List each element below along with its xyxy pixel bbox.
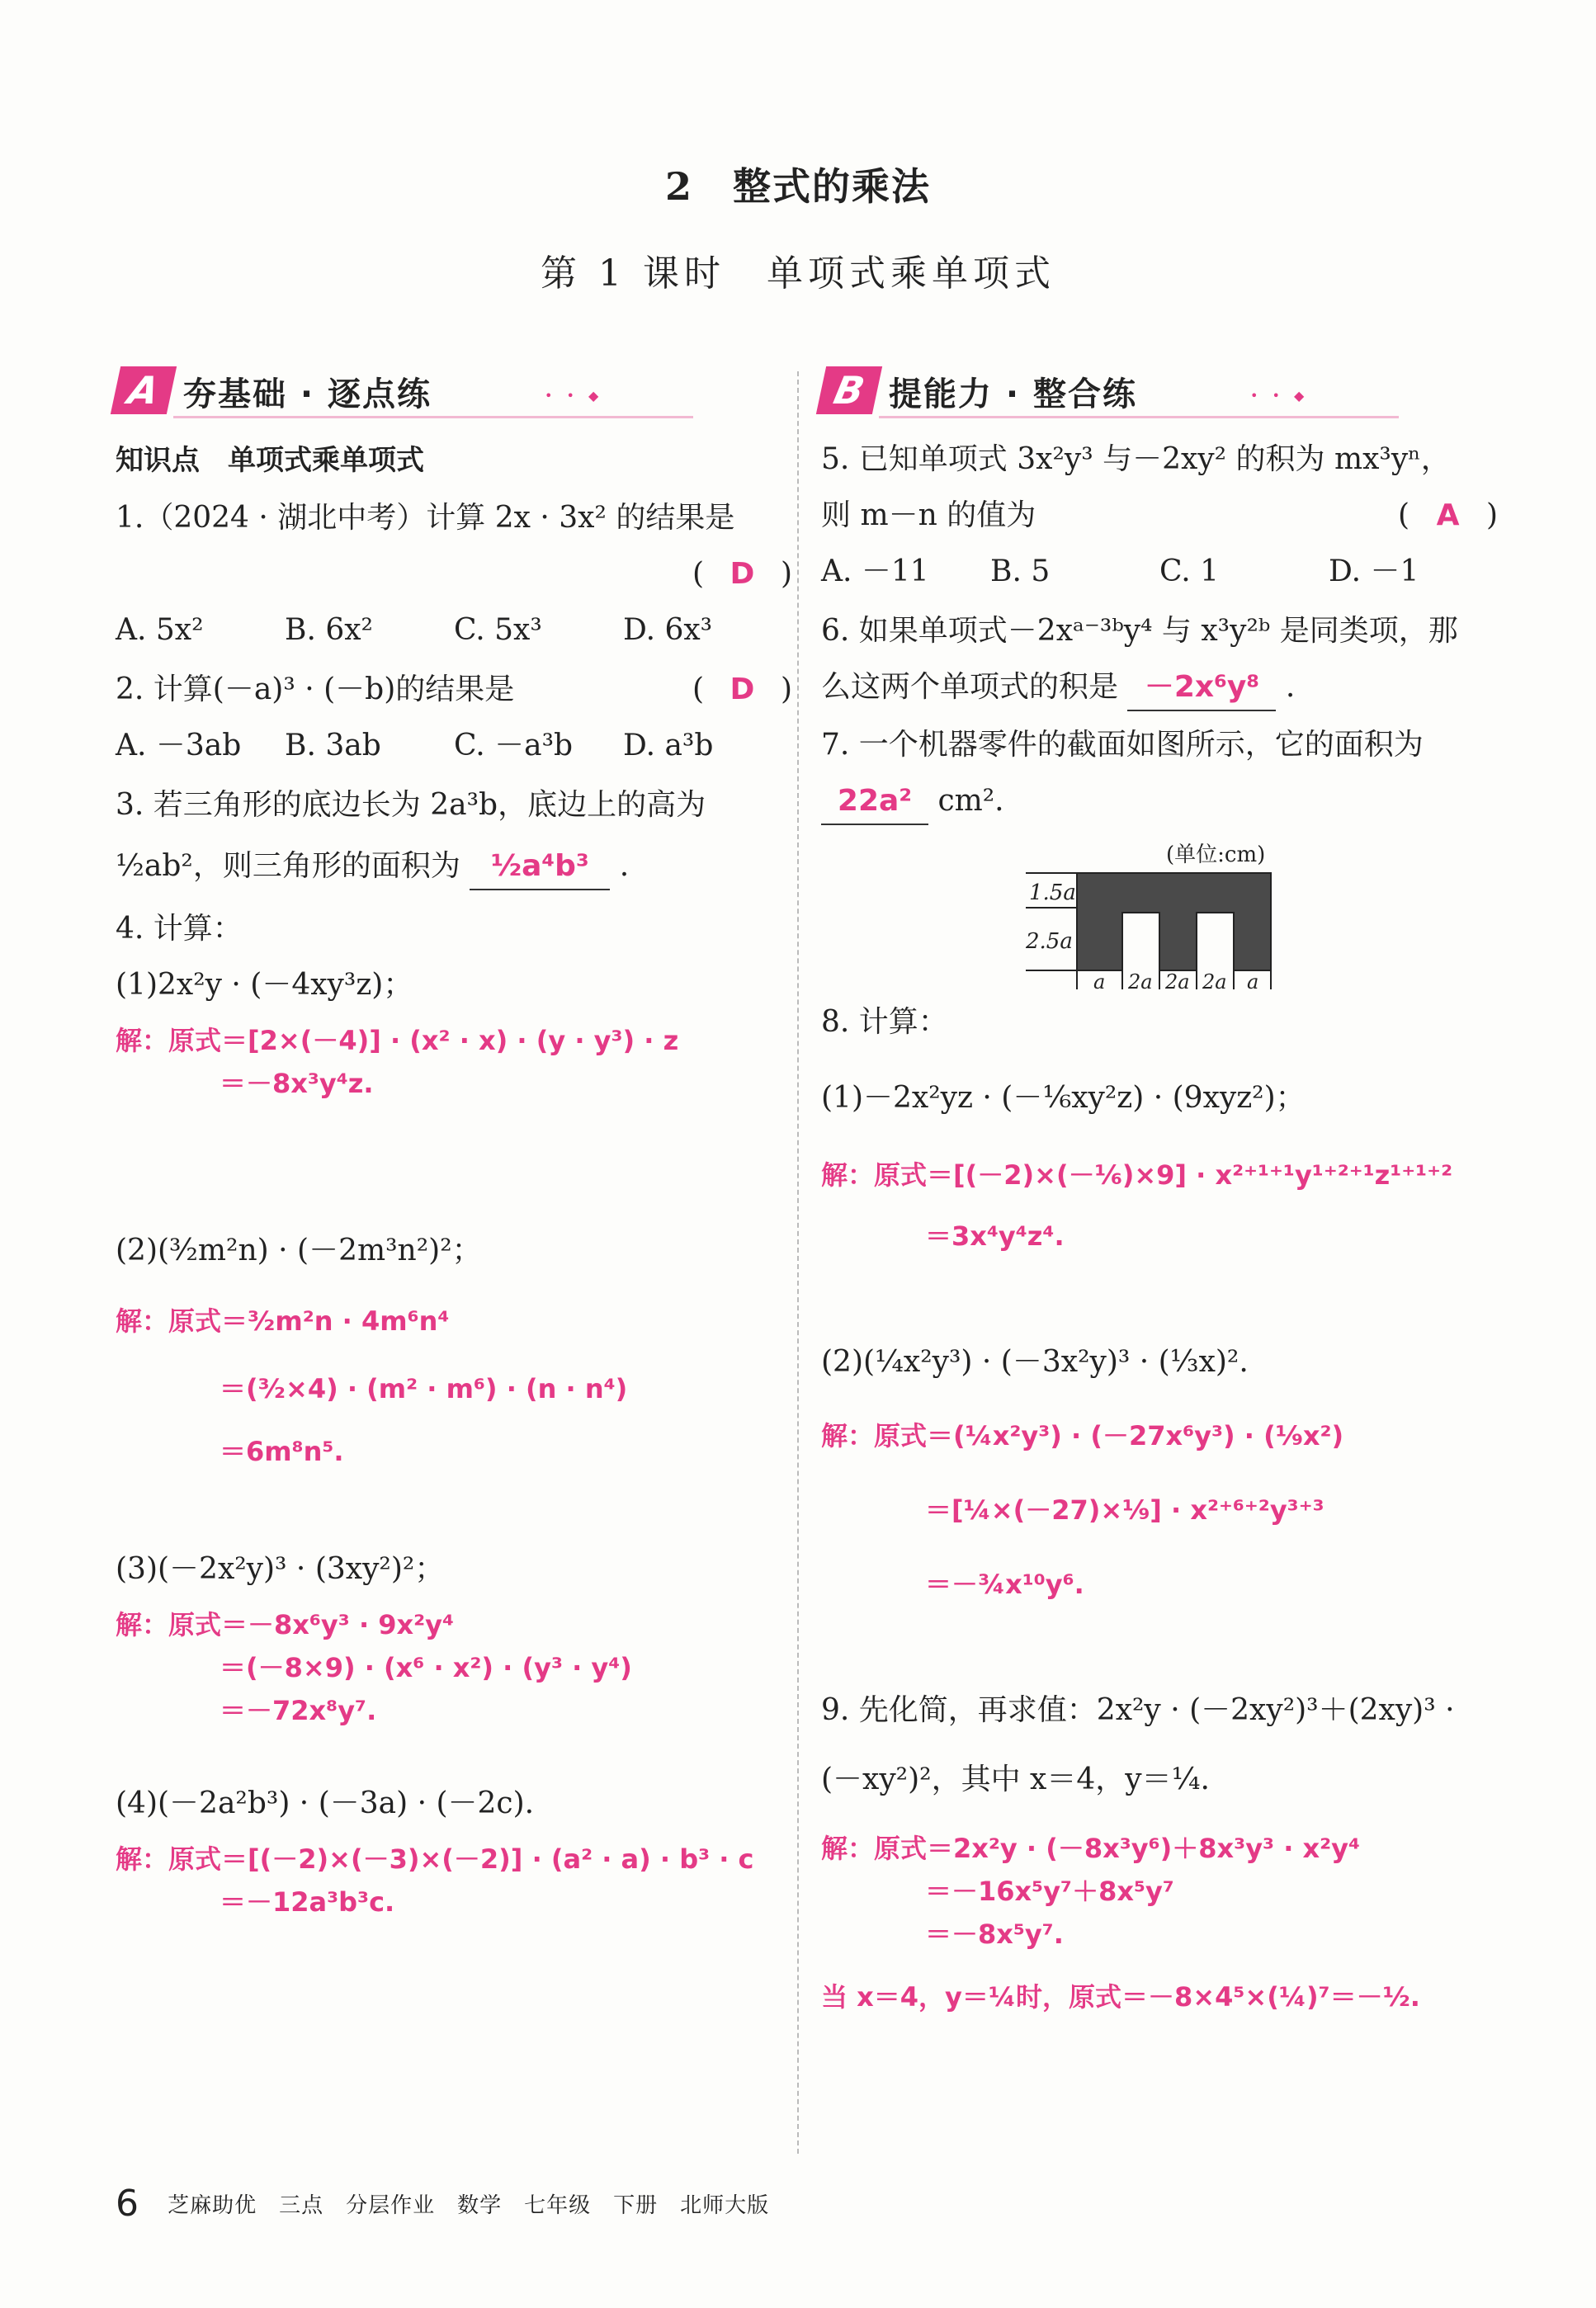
question-3 [116, 783, 792, 890]
section-b-badge: B [816, 366, 882, 414]
q1-answer-line [116, 552, 792, 597]
q7-answer: 22a² [821, 779, 928, 825]
q9-sol-4: 当 x＝4，y＝¼时，原式＝－8×4⁵×(¼)⁷＝－½. [821, 1981, 1420, 2013]
q6-stem1: 6. 如果单项式－2xᵃ⁻³ᵇy⁴ 与 x³y²ᵇ 是同类项，那 [821, 614, 1458, 648]
q5-options [821, 550, 1498, 594]
q8-p2-sol-2: ＝[¼×(－27)×⅑] · x²⁺⁶⁺²y³⁺³ [925, 1494, 1324, 1526]
q8-p1-sol-1: 解：原式＝[(－2)×(－⅙)×9] · x²⁺¹⁺¹y¹⁺²⁺¹z¹⁺¹⁺² [821, 1159, 1453, 1191]
section-a-header [116, 363, 792, 421]
q4-p3-sol-2: ＝(－8×9) · (x⁶ · x²) · (y³ · y⁴) [220, 1652, 632, 1683]
question-8 [821, 1000, 1498, 1688]
q4-stem: 4. 计算： [116, 912, 243, 946]
section-b-underline [879, 416, 1399, 418]
q2-stem-line [116, 668, 792, 712]
q8-p1-sol-2: ＝3x⁴y⁴z⁴. [925, 1220, 1065, 1252]
q1-option-a: A. 5x² [116, 613, 204, 647]
q1-option-d: D. 6x³ [623, 613, 713, 647]
question-2 [116, 668, 792, 768]
q5-stem2-line [821, 493, 1498, 538]
q1-answer-paren: ( D ) [692, 552, 792, 597]
left-column [116, 363, 792, 1923]
q1-answer: D [730, 557, 755, 591]
q5-option-b: B. 5 [990, 555, 1051, 588]
q8-p2-sol-3: ＝－¾x¹⁰y⁶. [925, 1569, 1084, 1600]
q2-answer: D [730, 673, 755, 706]
q5-option-c: C. 1 [1159, 555, 1220, 588]
q2-options [116, 724, 792, 768]
q9-sol-1: 解：原式＝2x²y · (－8x³y⁶)＋8x³y³ · x²y⁴ [821, 1833, 1361, 1864]
q6-stem2-line [821, 665, 1498, 711]
q4-p1-expr: (1)2x²y · (－4xy³z)； [116, 968, 413, 1002]
q2-option-d: D. a³b [623, 729, 714, 762]
column-divider [797, 371, 799, 2154]
q9-sol-3: ＝－8x⁵y⁷. [925, 1919, 1064, 1950]
q8-p1-expr: (1)－2x²yz · (－⅙xy²z) · (9xyz²)； [821, 1081, 1306, 1115]
q4-p2-sol-1: 解：原式＝³⁄₂m²n · 4m⁶n⁴ [116, 1305, 450, 1337]
figure-height-top: 1.5a [1029, 880, 1076, 905]
q9-stem1: 9. 先化简，再求值：2x²y · (－2xy²)³＋(2xy)³ · [821, 1693, 1455, 1727]
q4-p1-sol-1: 解：原式＝[2×(－4)] · (x² · x) · (y · y³) · z [116, 1025, 679, 1056]
q2-answer-paren: ( D ) [692, 668, 792, 712]
question-1 [116, 496, 792, 653]
chapter-title: 2 整式的乘法 [664, 164, 931, 209]
q3-end: . [619, 849, 630, 883]
figure-unit-label: (单位:cm) [1166, 842, 1266, 867]
q5-option-a: A. －11 [821, 555, 929, 588]
q4-p2-sol-3: ＝6m⁸n⁵. [220, 1436, 344, 1467]
q3-answer: ½a⁴b³ [470, 844, 610, 890]
figure-shape [1077, 873, 1271, 970]
q7-figure [821, 837, 1498, 994]
q4-p2-sol-2: ＝(³⁄₂×4) · (m² · m⁶) · (n · n⁴) [220, 1373, 628, 1404]
q7-unit: cm². [937, 784, 1004, 818]
page-footer [116, 2183, 769, 2225]
q8-p2-sol-1: 解：原式＝(¼x²y³) · (－27x⁶y³) · (⅑x²) [821, 1420, 1344, 1451]
q1-option-c: C. 5x³ [454, 613, 542, 647]
figure-bottom-3: 2a [1202, 970, 1227, 994]
book-title: 芝麻助优 三点 分层作业 数学 七年级 下册 北师大版 [168, 2193, 770, 2218]
section-b-dots: • • ◆ [1250, 388, 1310, 404]
section-b-header [821, 363, 1498, 421]
question-9 [821, 1688, 1498, 2018]
figure-bottom-0: a [1093, 970, 1106, 994]
q4-p4-sol-1: 解：原式＝[(－2)×(－3)×(－2)] · (a² · a) · b³ · c [116, 1843, 754, 1875]
q8-stem: 8. 计算： [821, 1005, 948, 1039]
section-a-underline [173, 416, 693, 418]
q2-stem: 2. 计算(－a)³ · (－b)的结果是 [116, 673, 515, 706]
question-4 [116, 907, 792, 1923]
q5-answer-paren: ( A ) [1398, 493, 1498, 538]
q7-stem: 7. 一个机器零件的截面如图所示，它的面积为 [821, 728, 1424, 762]
figure-bottom-1: 2a [1128, 970, 1153, 994]
question-6 [821, 609, 1498, 711]
knowledge-point: 知识点 单项式乘单项式 [116, 444, 424, 477]
q5-option-d: D. －1 [1329, 555, 1419, 588]
q4-p3-sol-3: ＝－72x⁸y⁷. [220, 1695, 377, 1726]
q6-end: . [1285, 670, 1296, 704]
q4-p1-sol-2: ＝－8x³y⁴z. [220, 1068, 374, 1099]
q3-stem1: 3. 若三角形的底边长为 2a³b，底边上的高为 [116, 788, 706, 822]
q4-p3-sol-1: 解：原式＝－8x⁶y³ · 9x²y⁴ [116, 1609, 455, 1640]
q4-p4-sol-2: ＝－12a³b³c. [220, 1886, 395, 1918]
q4-p4-expr: (4)(－2a²b³) · (－3a) · (－2c). [116, 1786, 535, 1820]
q1-stem: 1.（2024 · 湖北中考）计算 2x · 3x² 的结果是 [116, 501, 735, 535]
q2-option-b: B. 3ab [285, 729, 381, 762]
section-a-dots: • • ◆ [545, 388, 604, 404]
question-5 [821, 437, 1498, 594]
page-number: 6 [116, 2183, 139, 2225]
q5-stem1: 5. 已知单项式 3x²y³ 与－2xy² 的积为 mx³yⁿ， [821, 442, 1451, 476]
lesson-title: 第 1 课时 单项式乘单项式 [541, 253, 1055, 295]
figure-height-bottom: 2.5a [1026, 929, 1073, 954]
q1-option-b: B. 6x² [285, 613, 373, 647]
figure-bottom-2: 2a [1165, 970, 1190, 994]
q6-answer: －2x⁶y⁸ [1127, 665, 1276, 711]
q4-p2-expr: (2)(³⁄₂m²n) · (－2m³n²)²； [116, 1234, 482, 1267]
right-column [821, 363, 1498, 2018]
q3-stem2: ½ab²，则三角形的面积为 [116, 849, 460, 883]
q5-answer: A [1436, 498, 1460, 532]
q9-sol-2: ＝－16x⁵y⁷＋8x⁵y⁷ [925, 1876, 1174, 1907]
q5-stem2: 则 m－n 的值为 [821, 498, 1036, 532]
q1-options [116, 608, 792, 653]
section-a-badge: A [111, 366, 177, 414]
q4-p3-expr: (3)(－2x²y)³ · (3xy²)²； [116, 1552, 445, 1586]
q3-stem2-line [116, 844, 792, 890]
section-a-title: 夯基础 · 逐点练 [183, 375, 432, 413]
q9-stem2: (－xy²)²，其中 x＝4，y＝¼. [821, 1763, 1210, 1796]
q6-stem2: 么这两个单项式的积是 [821, 670, 1119, 704]
question-7 [821, 723, 1498, 994]
section-b-title: 提能力 · 整合练 [889, 375, 1138, 413]
figure-bottom-4: a [1247, 970, 1259, 994]
q2-option-a: A. －3ab [116, 729, 242, 762]
q8-p2-expr: (2)(¼x²y³) · (－3x²y)³ · (⅓x)². [821, 1345, 1249, 1379]
q2-option-c: C. －a³b [454, 729, 574, 762]
q7-answer-line [821, 779, 1498, 825]
